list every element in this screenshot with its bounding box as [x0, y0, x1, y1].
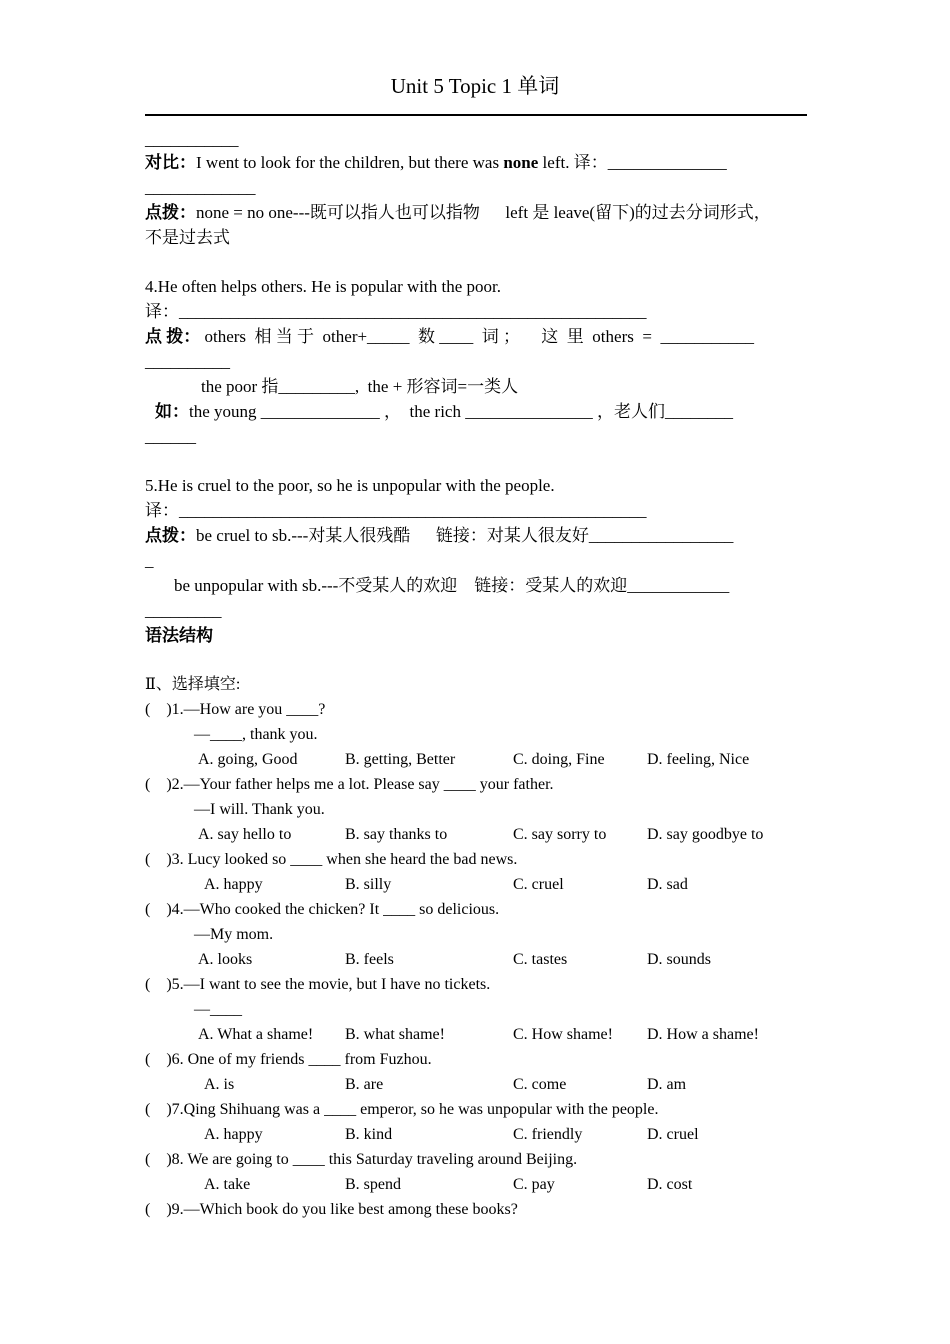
option-c: C. come: [513, 1076, 567, 1093]
tip-label: 点拨：: [145, 203, 196, 222]
blank-line: ___________: [145, 130, 239, 149]
question-6: ( )6. One of my friends ____ from Fuzhou.: [145, 1051, 432, 1068]
option-b: B. feels: [345, 951, 394, 968]
option-c: C. cruel: [513, 876, 564, 893]
option-d: D. cruel: [647, 1126, 699, 1143]
question-4-reply: —My mom.: [194, 926, 274, 943]
question-8: ( )8. We are going to ____ this Saturday traveling around Beijing.: [145, 1151, 578, 1168]
option-d: D. sounds: [647, 951, 712, 968]
option-d: D. cost: [647, 1176, 693, 1193]
option-a: A. happy: [204, 876, 263, 893]
unpopular-line: be unpopular with sb.---不受某人的欢迎 链接：受某人的欢迎____________: [174, 576, 730, 595]
tip-line-4: [145, 327, 754, 347]
blank-line: _________: [145, 601, 222, 620]
option-a: A. happy: [204, 1126, 263, 1143]
option-d: D. sad: [647, 876, 688, 893]
tip-label: 点 拨：: [145, 327, 201, 346]
contrast-bold-word: none: [503, 153, 539, 172]
option-b: B. silly: [345, 876, 392, 893]
grammar-heading: 语法结构: [145, 626, 213, 645]
poor-line: the poor 指_________, the + 形容词=一类人: [201, 377, 519, 396]
option-d: D. How a shame!: [647, 1026, 759, 1043]
example-line: [155, 402, 733, 422]
contrast-label: 对比：: [145, 153, 196, 172]
option-b: B. spend: [345, 1176, 401, 1193]
tip-text: others 相 当 于 other+_____ 数 ____ 词 ； 这 里 others = ___________: [200, 327, 754, 346]
option-d: D. feeling, Nice: [647, 751, 750, 768]
section-2-heading: Ⅱ、选择填空:: [145, 676, 241, 693]
option-a: A. is: [204, 1076, 235, 1093]
option-c: C. say sorry to: [513, 826, 607, 843]
title-rule: [145, 114, 807, 116]
question-7: ( )7.Qing Shihuang was a ____ emperor, so he was unpopular with the people.: [145, 1101, 659, 1118]
option-a: A. looks: [198, 951, 253, 968]
blank-line: ______: [145, 427, 196, 446]
sentence-5: 5.He is cruel to the poor, so he is unpopular with the people.: [145, 476, 555, 495]
question-4: ( )4.—Who cooked the chicken? It ____ so delicious.: [145, 901, 500, 918]
tip-line-5: [145, 526, 733, 546]
option-c: C. tastes: [513, 951, 568, 968]
translation-4: 译：_______________________________________________________: [145, 302, 647, 321]
contrast-line: [145, 153, 727, 173]
option-d: D. am: [647, 1076, 687, 1093]
option-b: B. getting, Better: [345, 751, 456, 768]
example-text: the young ______________ ， the rich _______________ ，老人们________: [189, 402, 733, 421]
tip-line: [145, 203, 771, 223]
option-b: B. kind: [345, 1126, 393, 1143]
example-label: 如：: [155, 402, 189, 421]
question-2: ( )2.—Your father helps me a lot. Please say ____ your father.: [145, 776, 554, 793]
option-c: C. doing, Fine: [513, 751, 605, 768]
question-1: ( )1.—How are you ____?: [145, 701, 326, 718]
option-c: C. friendly: [513, 1126, 583, 1143]
tip-text: be cruel to sb.---对某人很残酷 链接：对某人很友好_________________: [196, 526, 734, 545]
option-a: A. say hello to: [198, 826, 292, 843]
option-b: B. what shame!: [345, 1026, 445, 1043]
option-c: C. pay: [513, 1176, 555, 1193]
page-title: Unit 5 Topic 1 单词: [390, 74, 560, 98]
blank-line: _____________: [145, 178, 256, 197]
question-5-reply: —____: [194, 1001, 242, 1018]
option-a: A. take: [204, 1176, 251, 1193]
blank-line: __________: [145, 352, 230, 371]
translation-5: 译：_______________________________________________________: [145, 501, 647, 520]
tip-line-cont: 不是过去式: [145, 228, 230, 247]
option-d: D. say goodbye to: [647, 826, 764, 843]
option-c: C. How shame!: [513, 1026, 613, 1043]
question-3: ( )3. Lucy looked so ____ when she heard the bad news.: [145, 851, 518, 868]
contrast-text-b: left. 译：______________: [538, 153, 727, 172]
option-b: B. say thanks to: [345, 826, 448, 843]
tip-label: 点拨：: [145, 526, 196, 545]
option-b: B. are: [345, 1076, 384, 1093]
option-a: A. going, Good: [198, 751, 298, 768]
question-5: ( )5.—I want to see the movie, but I have no tickets.: [145, 976, 491, 993]
contrast-text-a: I went to look for the children, but there was: [196, 153, 504, 172]
question-2-reply: —I will. Thank you.: [194, 801, 325, 818]
tip-text: none = no one---既可以指人也可以指物 left 是 leave(留下)的过去分词形式，: [196, 203, 771, 222]
question-9: ( )9.—Which book do you like best among these books?: [145, 1201, 518, 1218]
sentence-4: 4.He often helps others. He is popular with the poor.: [145, 277, 501, 296]
option-a: A. What a shame!: [198, 1026, 314, 1043]
question-1-reply: —____, thank you.: [194, 726, 318, 743]
blank-line: _: [145, 551, 154, 570]
